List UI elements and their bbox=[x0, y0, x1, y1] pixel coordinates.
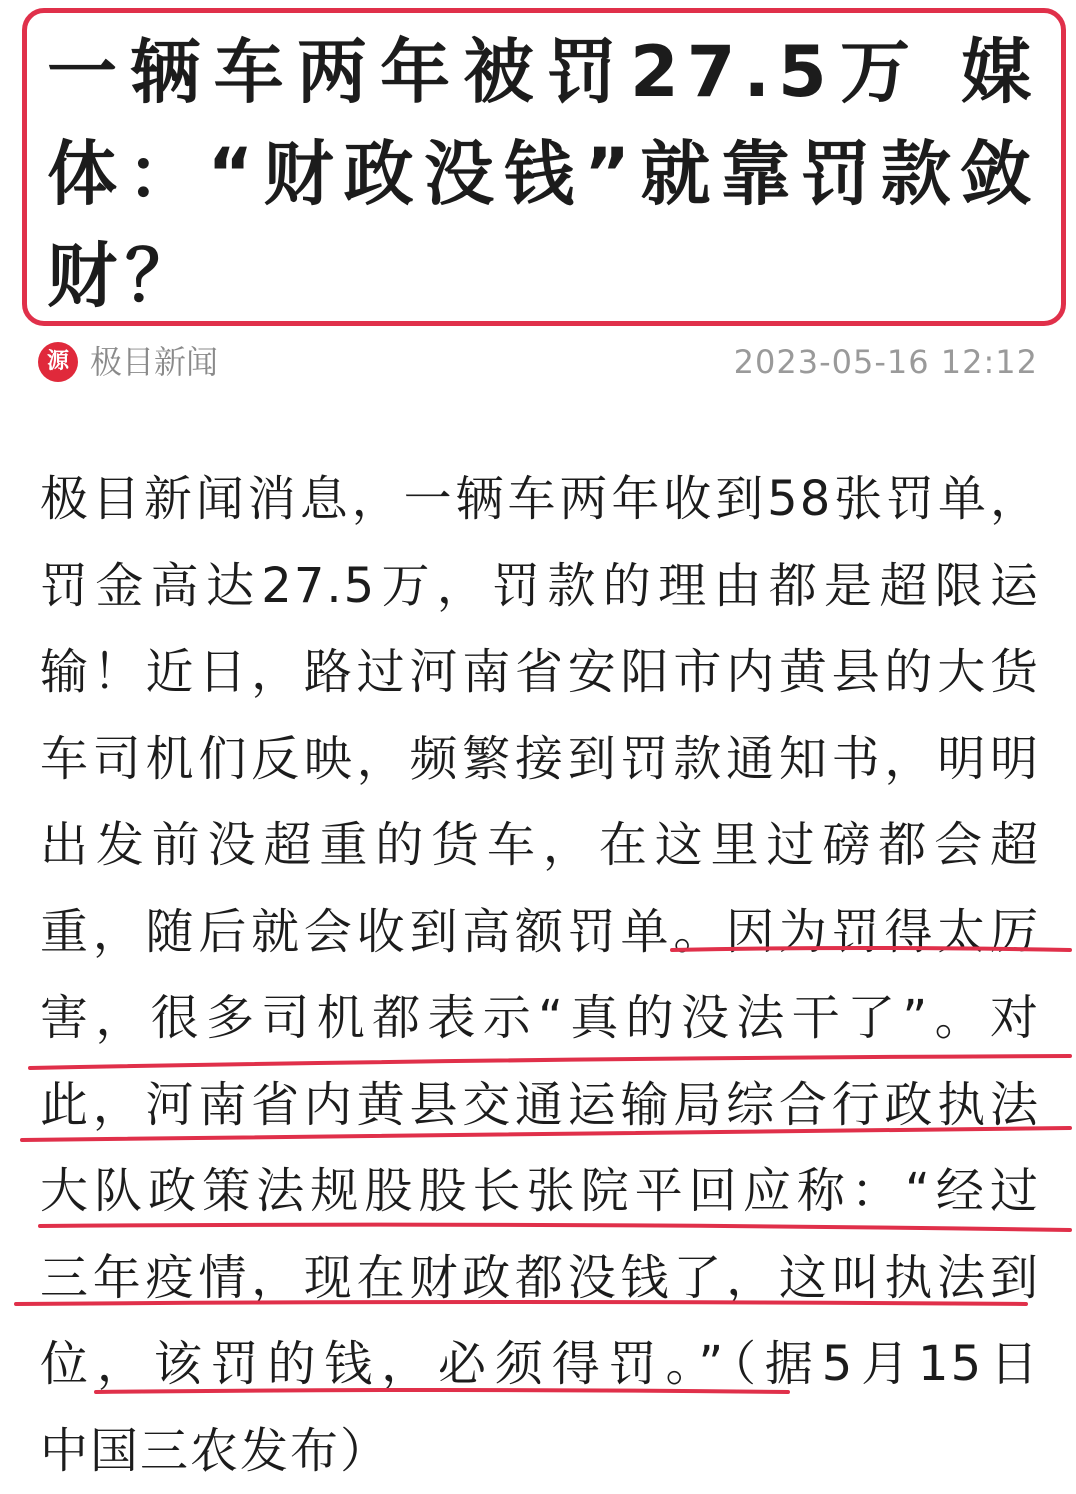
headline-frame bbox=[22, 8, 1066, 326]
article-line: 大队政策法规股股长张院平回应称：“经过 bbox=[40, 1148, 1040, 1235]
headline-title: 一辆车两年被罚27.5万 媒体：“财政没钱”就靠罚款敛财？ bbox=[47, 21, 1039, 327]
article-line: 害，很多司机都表示“真的没法干了”。对 bbox=[40, 975, 1040, 1062]
article-line: 罚金高达27.5万，罚款的理由都是超限运 bbox=[40, 543, 1040, 630]
article-line: 三年疫情，现在财政都没钱了，这叫执法到 bbox=[40, 1235, 1040, 1322]
source-badge-icon: 源 bbox=[38, 342, 78, 382]
article-line: 输！近日，路过河南省安阳市内黄县的大货 bbox=[40, 629, 1040, 716]
article-body bbox=[40, 456, 1040, 1494]
article-line: 此，河南省内黄县交通运输局综合行政执法 bbox=[40, 1062, 1040, 1149]
article-line: 中国三农发布） bbox=[40, 1408, 1040, 1494]
source-name[interactable]: 极目新闻 bbox=[90, 340, 218, 384]
article-line: 车司机们反映，频繁接到罚款通知书，明明 bbox=[40, 716, 1040, 803]
publish-date: 2023-05-16 12:12 bbox=[734, 340, 1038, 384]
source-row bbox=[38, 340, 1038, 384]
article-line: 极目新闻消息，一辆车两年收到58张罚单， bbox=[40, 456, 1040, 543]
article-line: 重，随后就会收到高额罚单。因为罚得太厉 bbox=[40, 889, 1040, 976]
article-line: 出发前没超重的货车，在这里过磅都会超 bbox=[40, 802, 1040, 889]
article-line: 位，该罚的钱，必须得罚。”（据5月15日 bbox=[40, 1321, 1040, 1408]
